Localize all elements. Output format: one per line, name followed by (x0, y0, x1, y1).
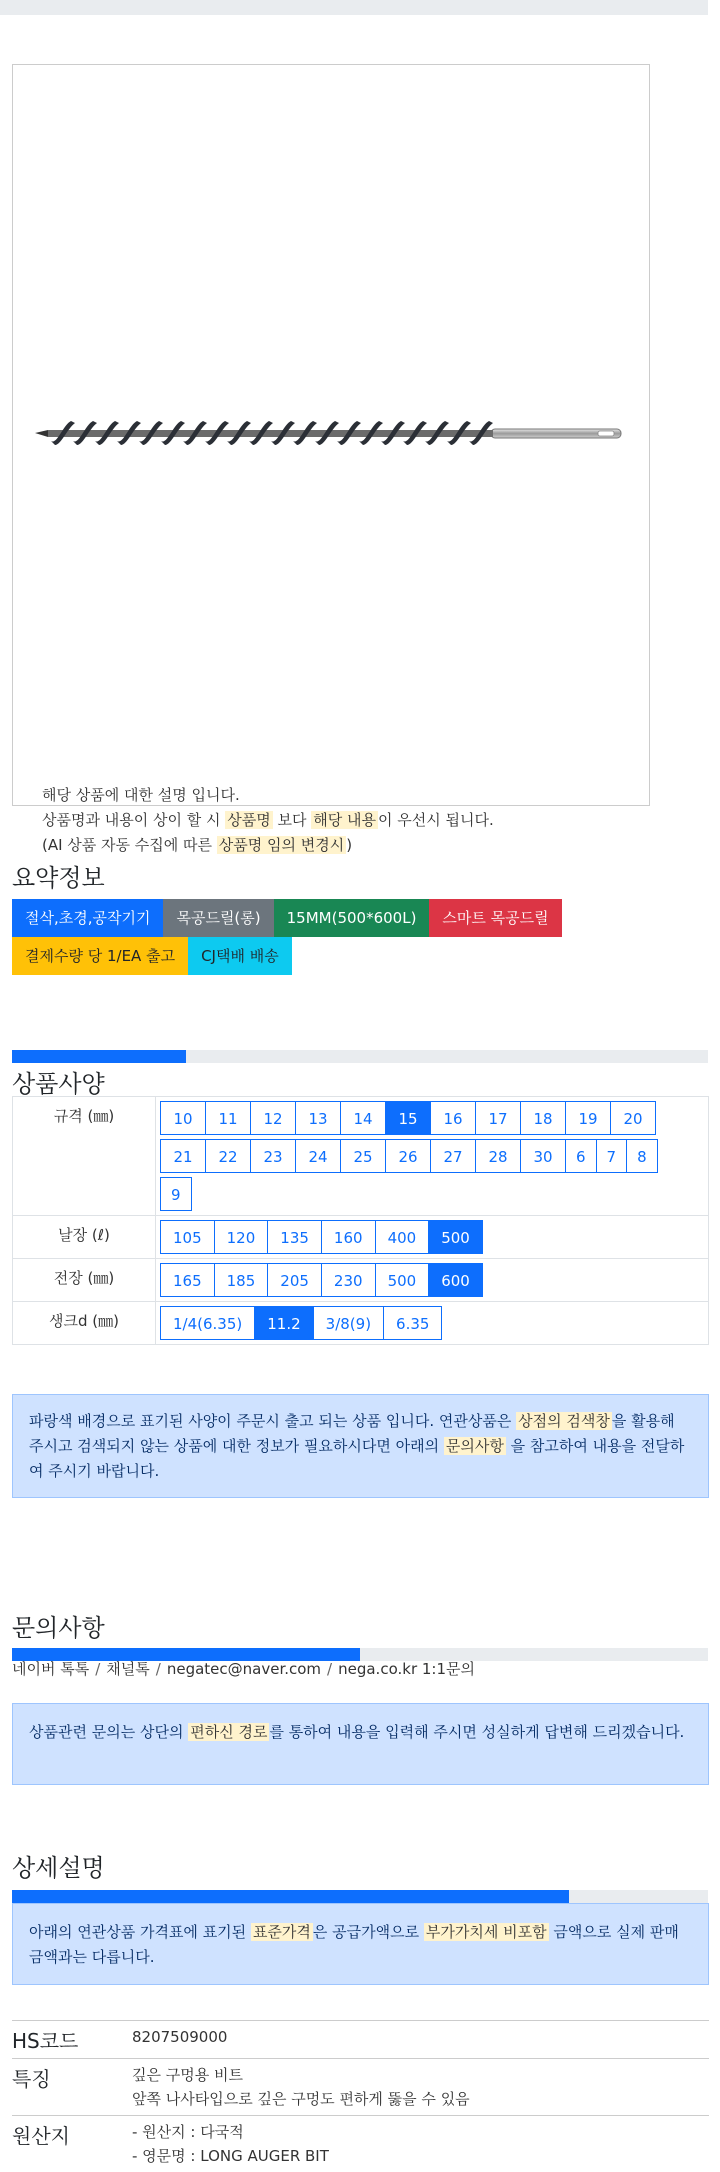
spec-option-button[interactable]: 600 (428, 1263, 483, 1297)
text-segment: 아래의 연관상품 가격표에 표기된 (29, 1923, 251, 1941)
notice-line (30, 808, 494, 833)
summary-badge: 결제수량 당 1/EA 출고 (12, 937, 188, 975)
spec-option-button[interactable]: 500 (375, 1263, 430, 1297)
highlight-text: 상점의 검색창 (516, 1412, 612, 1430)
text-segment: 을 활용해 주시고 검색되지 않는 상품에 대한 정보가 필요하시다면 아래의 (29, 1412, 675, 1455)
spec-option-button[interactable]: 11.2 (254, 1306, 313, 1340)
spec-progress-bar (12, 1050, 708, 1063)
highlight-text: 해당 내용 (311, 811, 378, 829)
text-segment: 해당 상품에 대한 설명 입니다. (42, 786, 240, 804)
separator: / (327, 1660, 332, 1678)
spec-option-button[interactable]: 11 (205, 1101, 251, 1135)
spec-label: 전장 (㎜) (13, 1259, 156, 1302)
spec-option-button[interactable]: 1/4(6.35) (160, 1306, 255, 1340)
spec-option-button[interactable]: 28 (475, 1139, 521, 1173)
detail-value (132, 2116, 709, 2172)
top-bar (0, 0, 708, 15)
inquiry-title: 문의사항 (12, 1608, 105, 1643)
text-segment: 파랑색 배경으로 표기된 사양이 주문시 출고 되는 상품 입니다. 연관상품은 (29, 1412, 516, 1430)
detail-row (12, 2116, 709, 2172)
spec-option-button[interactable]: 30 (520, 1139, 566, 1173)
spec-option-button[interactable]: 3/8(9) (313, 1306, 384, 1340)
detail-value (132, 2059, 709, 2116)
text-segment: 은 공급가액으로 (313, 1923, 424, 1941)
spec-option-button[interactable]: 15 (385, 1101, 431, 1135)
spec-option-button[interactable]: 16 (430, 1101, 476, 1135)
spec-option-button[interactable]: 23 (250, 1139, 296, 1173)
spec-option-button[interactable]: 10 (160, 1101, 206, 1135)
text-segment: 를 통하여 내용을 입력해 주시면 성실하게 답변해 드리겠습니다. (269, 1723, 684, 1741)
detail-key: 원산지 (12, 2116, 132, 2172)
spec-option-button[interactable]: 8 (626, 1139, 658, 1173)
summary-badge: 목공드릴(롱) (163, 899, 273, 937)
detail-row (12, 2021, 709, 2059)
contact-link[interactable]: nega.co.kr 1:1문의 (338, 1660, 475, 1678)
spec-options (156, 1302, 709, 1345)
summary-title: 요약정보 (12, 858, 105, 893)
detail-key: HS코드 (12, 2021, 132, 2059)
detail-line: - 원산지 : 다국적 (132, 2120, 709, 2144)
spec-option-button[interactable]: 20 (610, 1101, 656, 1135)
spec-option-button[interactable]: 6 (565, 1139, 597, 1173)
spec-option-button[interactable]: 19 (565, 1101, 611, 1135)
text-segment: 을 참고하여 내용을 전달하여 주시기 바랍니다. (29, 1437, 684, 1480)
detail-progress-fill (12, 1890, 569, 1903)
spec-option-button[interactable]: 9 (160, 1177, 192, 1211)
spec-option-button[interactable]: 27 (430, 1139, 476, 1173)
summary-badge: CJ택배 배송 (188, 937, 292, 975)
spec-option-button[interactable]: 13 (295, 1101, 341, 1135)
summary-badges (12, 899, 712, 975)
spec-option-button[interactable]: 500 (428, 1220, 483, 1254)
contact-link[interactable]: negatec@naver.com (167, 1660, 321, 1678)
text-segment: 이 우선시 됩니다. (378, 811, 494, 829)
spec-option-button[interactable]: 230 (321, 1263, 376, 1297)
spec-option-button[interactable]: 400 (375, 1220, 430, 1254)
product-image-frame (12, 64, 650, 806)
detail-value (132, 2021, 709, 2059)
contact-link[interactable]: 네이버 톡톡 (12, 1660, 89, 1678)
spec-options (156, 1216, 709, 1259)
detail-line: - 영문명 : LONG AUGER BIT (132, 2144, 709, 2168)
text-segment: ) (346, 836, 352, 854)
spec-option-button[interactable]: 185 (214, 1263, 269, 1297)
spec-info-alert (12, 1394, 709, 1498)
summary-badge: 절삭,초경,공작기기 (12, 899, 163, 937)
detail-spec-table (12, 2020, 709, 2172)
summary-badge: 15MM(500*600L) (274, 899, 430, 937)
detail-line: 앞쪽 나사타입으로 깊은 구멍도 편하게 뚫을 수 있음 (132, 2087, 709, 2111)
spec-option-button[interactable]: 12 (250, 1101, 296, 1135)
highlight-text: 표준가격 (251, 1923, 313, 1941)
spec-row (13, 1216, 709, 1259)
spec-label: 생크d (㎜) (13, 1302, 156, 1345)
spec-option-button[interactable]: 17 (475, 1101, 521, 1135)
detail-title: 상세설명 (12, 1848, 105, 1883)
spec-row (13, 1097, 709, 1216)
highlight-text: 상품명 (225, 811, 272, 829)
product-notice (30, 783, 494, 858)
spec-option-button[interactable]: 25 (340, 1139, 386, 1173)
text-segment: (AI 상품 자동 수집에 따른 (42, 836, 217, 854)
spec-options (156, 1259, 709, 1302)
spec-option-button[interactable]: 6.35 (383, 1306, 442, 1340)
spec-table (12, 1096, 709, 1345)
summary-badge: 스마트 목공드릴 (429, 899, 561, 937)
auger-drill-bit-image (33, 415, 633, 455)
detail-progress-bar (12, 1890, 708, 1903)
spec-option-button[interactable]: 7 (596, 1139, 628, 1173)
spec-progress-fill (12, 1050, 186, 1063)
spec-option-button[interactable]: 21 (160, 1139, 206, 1173)
spec-option-button[interactable]: 160 (321, 1220, 376, 1254)
contact-link[interactable]: 채널톡 (106, 1660, 149, 1678)
spec-option-button[interactable]: 14 (340, 1101, 386, 1135)
detail-line: 깊은 구멍용 비트 (132, 2063, 709, 2087)
highlight-text: 상품명 임의 변경시 (217, 836, 346, 854)
detail-row (12, 2059, 709, 2116)
spec-option-button[interactable]: 135 (267, 1220, 322, 1254)
contact-channels (12, 1658, 475, 1679)
detail-line: 8207509000 (132, 2025, 709, 2049)
spec-option-button[interactable]: 18 (520, 1101, 566, 1135)
spec-option-button[interactable]: 165 (160, 1263, 215, 1297)
notice-line (30, 783, 494, 808)
separator: / (156, 1660, 161, 1678)
text-segment: 상품관련 문의는 상단의 (29, 1723, 188, 1741)
highlight-text: 문의사항 (444, 1437, 506, 1455)
spec-option-button[interactable]: 26 (385, 1139, 431, 1173)
text-segment: 금액으로 실제 판매금액과는 다릅니다. (29, 1923, 679, 1966)
text-segment: 보다 (273, 811, 312, 829)
spec-option-button[interactable]: 105 (160, 1220, 215, 1254)
spec-option-button[interactable]: 205 (267, 1263, 322, 1297)
separator: / (95, 1660, 100, 1678)
spec-options (156, 1097, 709, 1216)
detail-info-alert (12, 1903, 709, 1985)
highlight-text: 편하신 경로 (188, 1723, 269, 1741)
spec-option-button[interactable]: 22 (205, 1139, 251, 1173)
spec-label: 날장 (ℓ) (13, 1216, 156, 1259)
detail-key: 특징 (12, 2059, 132, 2116)
spec-title: 상품사양 (12, 1064, 105, 1099)
text-segment: 상품명과 내용이 상이 할 시 (42, 811, 225, 829)
spec-option-button[interactable]: 120 (214, 1220, 269, 1254)
spec-option-button[interactable]: 24 (295, 1139, 341, 1173)
spec-label: 규격 (㎜) (13, 1097, 156, 1216)
spec-row (13, 1259, 709, 1302)
inquiry-info-alert (12, 1703, 709, 1785)
highlight-text: 부가가치세 비포함 (424, 1923, 549, 1941)
notice-line (30, 833, 494, 858)
spec-row (13, 1302, 709, 1345)
